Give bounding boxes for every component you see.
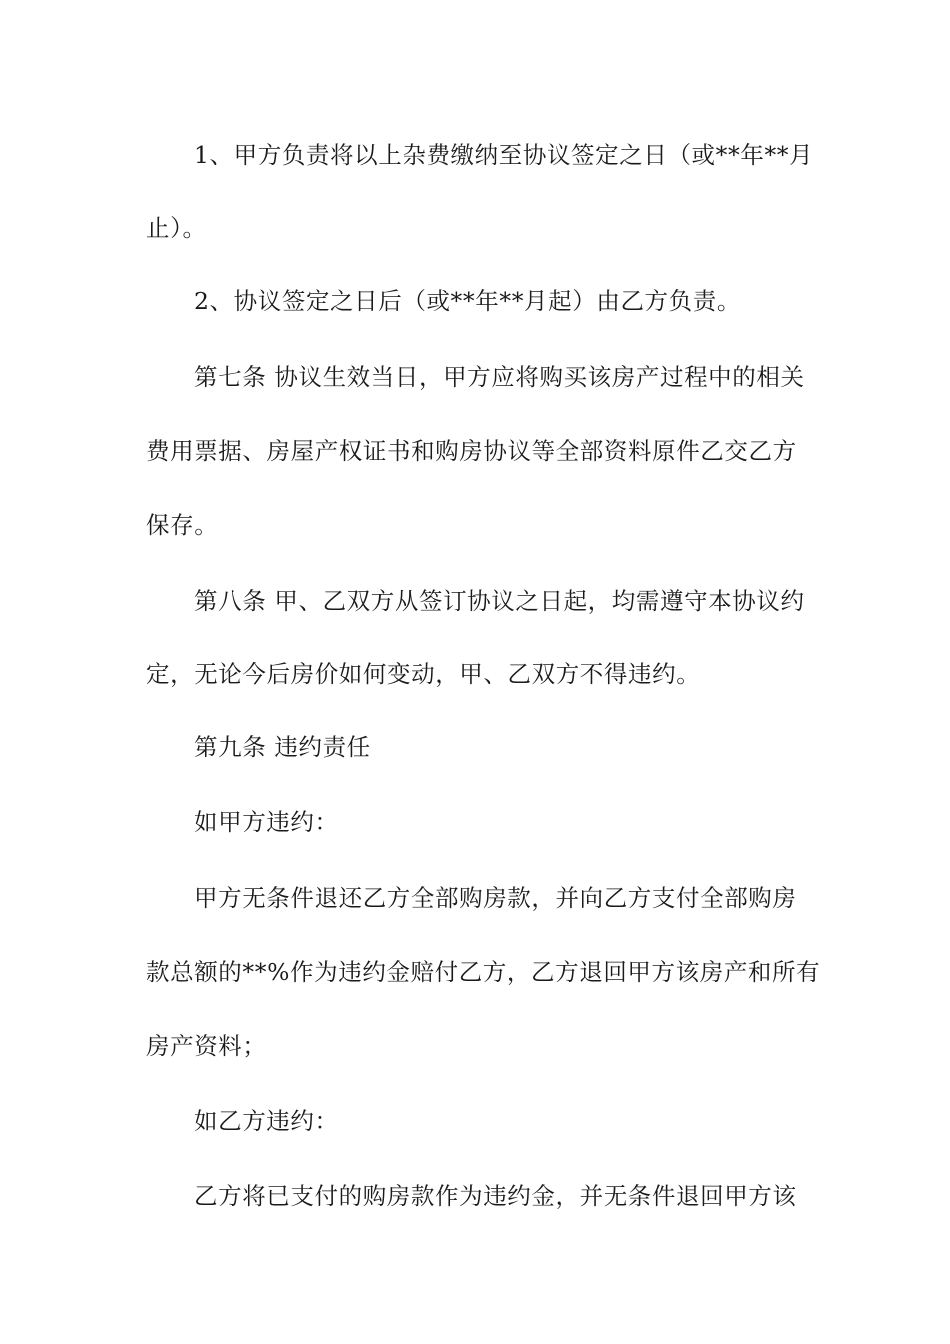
text-line-11: 甲方无条件退还乙方全部购房款，并向乙方支付全部购房 — [194, 884, 797, 912]
text-line-1: 1、甲方负责将以上杂费缴纳至协议签定之日（或**年**月 — [194, 141, 814, 169]
text-line-7: 第八条 甲、乙双方从签订协议之日起，均需遵守本协议约 — [194, 587, 805, 615]
text-line-5: 费用票据、房屋产权证书和购房协议等全部资料原件乙交乙方 — [146, 437, 797, 465]
text-line-8: 定，无论今后房价如何变动，甲、乙双方不得违约。 — [146, 660, 701, 688]
text-line-6: 保存。 — [146, 511, 219, 539]
text-line-13: 房产资料； — [146, 1032, 267, 1060]
text-line-12: 款总额的**%作为违约金赔付乙方，乙方退回甲方该房产和所有 — [146, 958, 821, 986]
text-line-10: 如甲方违约： — [194, 808, 339, 836]
text-line-15: 乙方将已支付的购房款作为违约金，并无条件退回甲方该 — [194, 1182, 797, 1210]
text-line-3: 2、协议签定之日后（或**年**月起）由乙方负责。 — [194, 287, 741, 315]
text-line-2: 止）。 — [146, 214, 207, 242]
text-line-4: 第七条 协议生效当日，甲方应将购买该房产过程中的相关 — [194, 363, 805, 391]
text-line-14: 如乙方违约： — [194, 1107, 339, 1135]
text-line-9: 第九条 违约责任 — [194, 733, 371, 761]
